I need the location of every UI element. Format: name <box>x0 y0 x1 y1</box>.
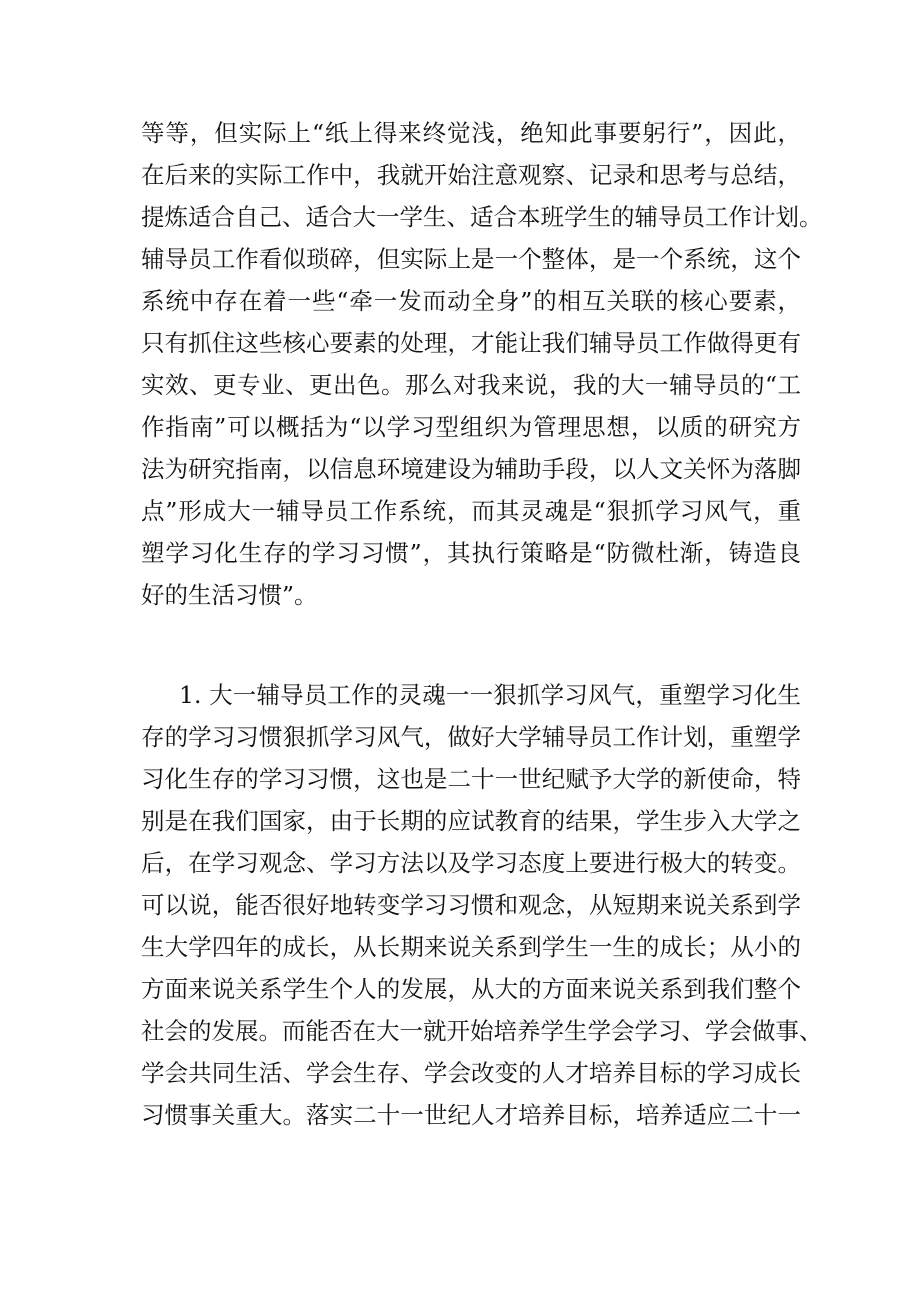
text-line: 方面来说关系学生个人的发展，从大的方面来说关系到我们整个 <box>141 975 801 1003</box>
text-line: 塑学习化生存的学习习惯”，其执行策略是“防微杜渐，铸造良 <box>141 539 801 567</box>
paragraph-1 <box>141 112 823 616</box>
text-line: 点”形成大一辅导员工作系统，而其灵魂是“狠抓学习风气，重 <box>141 497 801 525</box>
text-line: 可以说，能否很好地转变学习习惯和观念，从短期来说关系到学 <box>141 891 801 919</box>
text-line: 提炼适合自己、适合大一学生、适合本班学生的辅导员工作计划。 <box>141 203 823 231</box>
text-line: 实效、更专业、更出色。那么对我来说，我的大一辅导员的“工 <box>141 371 801 399</box>
text-line: 生大学四年的成长，从长期来说关系到学生一生的成长；从小的 <box>141 933 801 961</box>
text-line: 后，在学习观念、学习方法以及学习态度上要进行极大的转变。 <box>141 849 801 877</box>
text-line: 好的生活习惯”。 <box>141 581 318 609</box>
text-line: 法为研究指南，以信息环境建设为辅助手段，以人文关怀为落脚 <box>141 455 801 483</box>
numbered-heading-line: 1. 大一辅导员工作的灵魂一一狠抓学习风气，重塑学习化生 <box>179 681 801 709</box>
text-line: 学会共同生活、学会生存、学会改变的人才培养目标的学习成长 <box>141 1059 801 1087</box>
text-line: 等等，但实际上“纸上得来终觉浅，绝知此事要躬行”，因此， <box>141 119 801 147</box>
text-line: 存的学习习惯狠抓学习风气，做好大学辅导员工作计划，重塑学 <box>141 723 801 751</box>
text-line: 系统中存在着一些“牵一发而动全身”的相互关联的核心要素， <box>141 287 801 315</box>
text-line: 作指南”可以概括为“以学习型组织为管理思想，以质的研究方 <box>141 413 801 441</box>
text-line: 在后来的实际工作中，我就开始注意观察、记录和思考与总结， <box>141 161 801 189</box>
text-line: 只有抓住这些核心要素的处理，才能让我们辅导员工作做得更有 <box>141 329 801 357</box>
text-line: 习化生存的学习习惯，这也是二十一世纪赋予大学的新使命，特 <box>141 765 801 793</box>
text-line: 别是在我们国家，由于长期的应试教育的结果，学生步入大学之 <box>141 807 801 835</box>
paragraph-2 <box>141 674 823 1136</box>
text-line: 习惯事关重大。落实二十一世纪人才培养目标，培养适应二十一 <box>141 1101 801 1129</box>
text-line: 辅导员工作看似琐碎，但实际上是一个整体，是一个系统，这个 <box>141 245 801 273</box>
text-line: 社会的发展。而能否在大一就开始培养学生学会学习、学会做事、 <box>141 1017 823 1045</box>
